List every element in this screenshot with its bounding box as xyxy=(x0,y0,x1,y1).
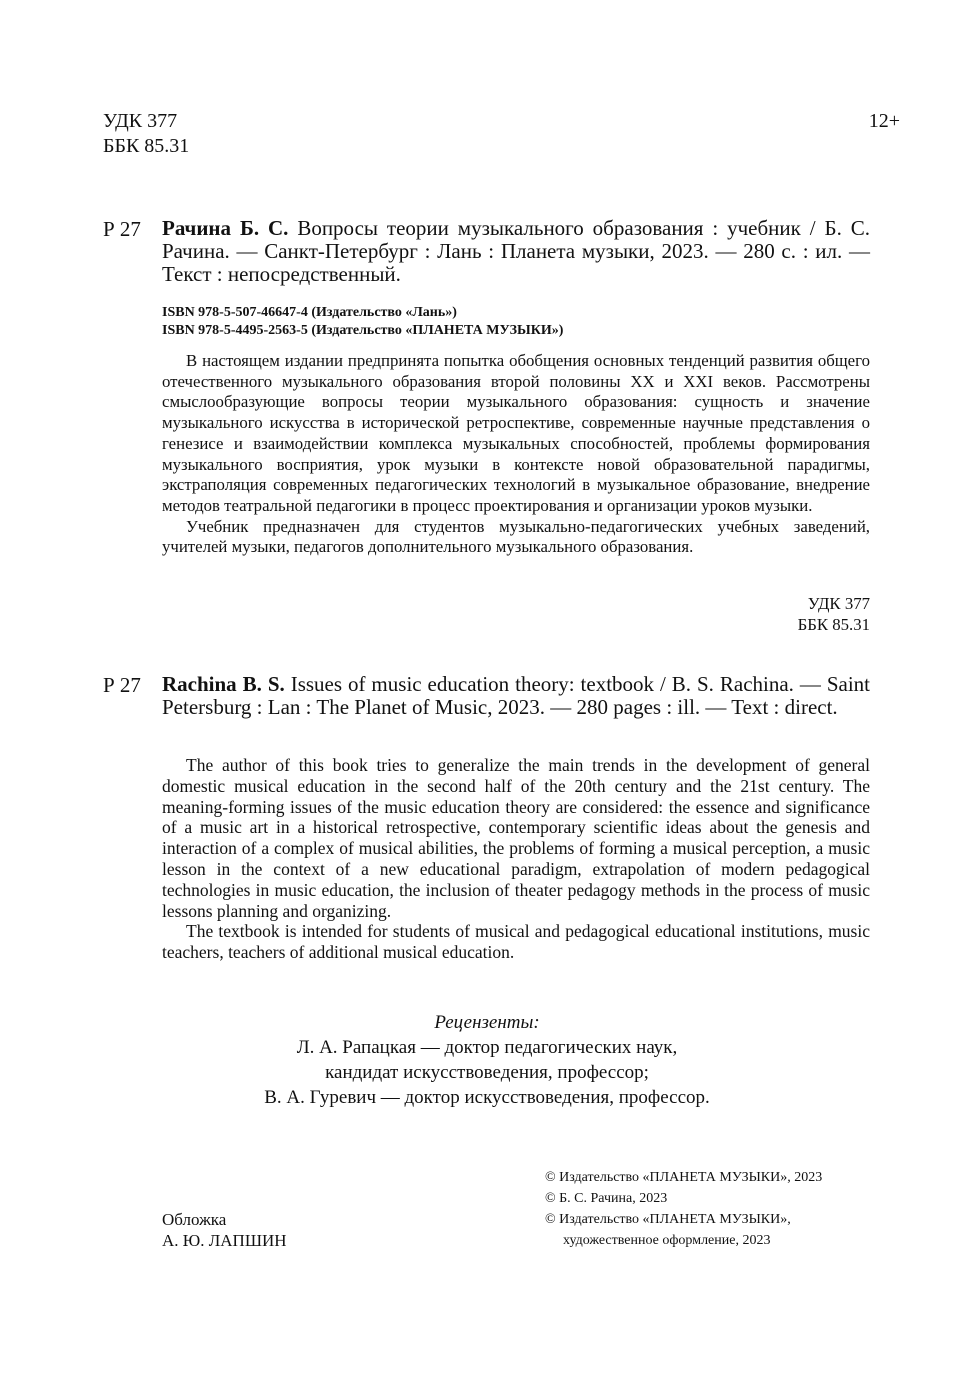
ru-abstract xyxy=(162,351,870,558)
isbn-lan: ISBN 978-5-507-46647-4 (Издательство «Лань») xyxy=(162,305,457,320)
reviewer-line-2: кандидат искусствоведения, профессор; xyxy=(325,1062,649,1083)
en-abstract-p2: The textbook is intended for students of musical and pedagogical educational institutions, music teachers, teachers of additional musical education. xyxy=(162,921,870,963)
en-abstract-p1: The author of this book tries to generalize the main trends in the development of general domestic musical education in the second half of the 20th century and the 21st century. The meaning-forming issues of the music education theory are considered: the essence and significance of a music art in a historical retrospective, contemporary scientific ideas about the genesis and interaction of a complex of musical abilities, the problems of forming a musical perception, a music lesson in the context of a new educational paradigm, extrapolation of modern pedagogical technologies in music education, the inclusion of theater pedagogy methods in the process of music lessons planning and organizing. xyxy=(162,755,870,921)
cover-label: Обложка xyxy=(162,1210,227,1229)
ru-author: Рачина Б. С. xyxy=(162,216,289,240)
ru-bibliographic-entry xyxy=(162,217,870,286)
copyright-line-2: © Б. С. Рачина, 2023 xyxy=(545,1191,668,1206)
cover-designer: А. Ю. ЛАПШИН xyxy=(162,1231,287,1250)
header-codes xyxy=(103,109,189,159)
isbn-block xyxy=(162,304,870,340)
ru-entry-text: Вопросы теории музыкального образования : учебник / Б. С. Рачина. — Санкт-Петербург : Лань : Планета музыки, 2023. — 280 с. : ил. — Текст : непосредственный. xyxy=(162,216,870,286)
cover-credit xyxy=(162,1209,287,1251)
en-entry-text: Issues of music education theory: textbook / B. S. Rachina. — Saint Petersburg : Lan : The Planet of Music, 2023. — 280 pages : ill. — Text : direct. xyxy=(162,672,870,719)
copyright-line-3: © Издательство «ПЛАНЕТА МУЗЫКИ», xyxy=(545,1212,791,1227)
ru-abstract-p1: В настоящем издании предпринята попытка обобщения основных тенденций развития общего отечественного музыкального образования второй половины XX и XXI веков. Рассмотрены смыслообразующие вопросы теории музыкального образования: сущность и значение музыкального искусства в исторической ретроспективе, современные научные представления о генезисе и взаимодействии комплекса музыкальных способностей, проблемы формирования музыкального восприятия, урок музыки в контексте новой образовательной парадигмы, экстраполяция современных педагогических технологий в музыкальное образование, внедрение методов театральной педагогики в процесс проектирования и организации уроков музыки. xyxy=(162,351,870,515)
age-rating: 12+ xyxy=(868,110,900,132)
reviewer-line-3: В. А. Гуревич — доктор искусствоведения, профессор. xyxy=(264,1087,710,1108)
ru-classification-codes xyxy=(798,593,870,635)
copyright-line-1: © Издательство «ПЛАНЕТА МУЗЫКИ», 2023 xyxy=(545,1170,823,1185)
reviewers-title: Рецензенты: xyxy=(434,1012,540,1033)
en-author: Rachina B. S. xyxy=(162,672,285,696)
ru-author-mark: Р 27 xyxy=(103,217,141,241)
bbk-code: ББК 85.31 xyxy=(103,135,190,157)
en-author-mark: Р 27 xyxy=(103,673,141,697)
ru-bbk: ББК 85.31 xyxy=(797,615,870,634)
copyright-line-4: художественное оформление, 2023 xyxy=(563,1233,771,1248)
reviewer-line-1: Л. А. Рапацкая — доктор педагогических наук, xyxy=(296,1037,678,1058)
isbn-planet: ISBN 978-5-4495-2563-5 (Издательство «ПЛАНЕТА МУЗЫКИ») xyxy=(162,323,564,338)
ru-udk: УДК 377 xyxy=(807,594,870,613)
en-abstract xyxy=(162,755,870,963)
udk-code: УДК 377 xyxy=(103,110,178,132)
copyright-block xyxy=(545,1167,822,1251)
en-bibliographic-entry xyxy=(162,673,870,719)
ru-abstract-p2: Учебник предназначен для студентов музыкально-педагогических учебных заведений, учителей музыки, педагогов дополнительного музыкального образования. xyxy=(162,516,870,557)
reviewers-block xyxy=(162,1010,812,1110)
